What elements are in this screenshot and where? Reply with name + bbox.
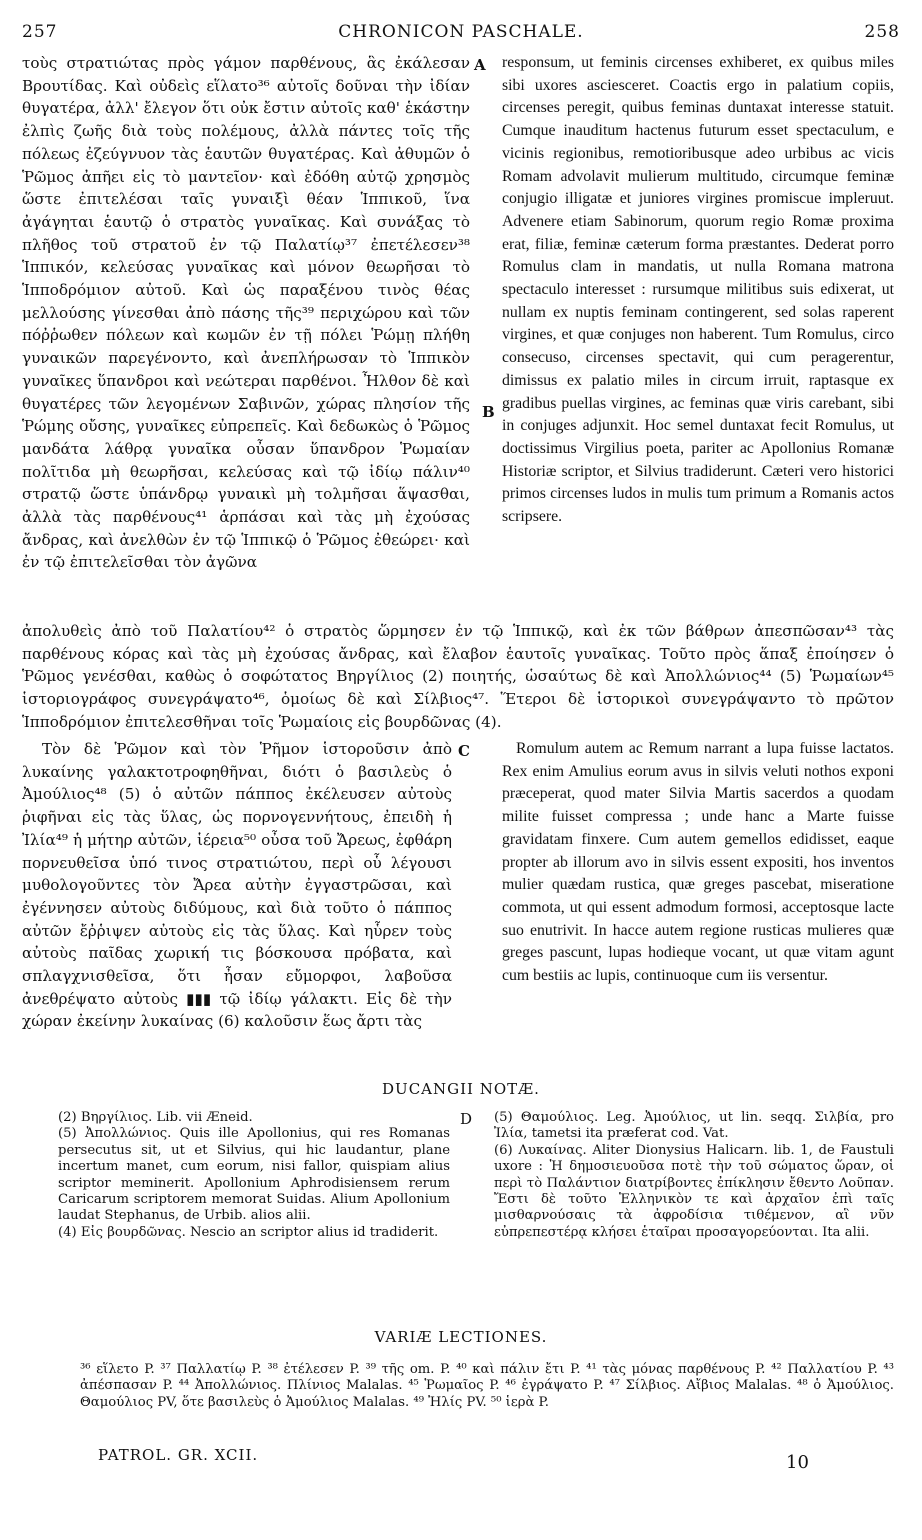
ducange-notes-right xyxy=(494,1110,894,1241)
page-number-left: 257 xyxy=(22,22,58,42)
running-title: CHRONICON PASCHALE. xyxy=(338,22,584,42)
latin-column-bottom xyxy=(502,738,894,988)
greek-full-width-text: ἀπολυθεὶς ἀπὸ τοῦ Παλατίου⁴² ὁ στρατὸς ὥρμησεν ἐν τῷ Ἱππικῷ, καὶ ἐκ τῶν βάθρων ἀπεσπῶσαν⁴³ τὰς παρθένους κόρας καὶ τὰς μὴ ἐχούσας ἄνδρας, καὶ ἔλαβον ἑαυτοῖς γυναῖκας. Τοῦτο πρὸς ἅπαξ ἐποίησεν ὁ Ῥῶμος γενέσθαι, καθὼς ὁ σοφώτατος Βηργίλιος (2) ποιητής, ὡσαύτως δὲ καὶ Ἀπολλώνιος⁴⁴ (5) Ῥωμαίων⁴⁵ ἱστοριογράφος συνεγράψατο⁴⁶, ὁμοίως δὲ καὶ Σίλβιος⁴⁷. Ἕτεροι δὲ ἱστορικοὶ συνεγράψαντο τὸ πρῶτον Ἱπποδρόμιον ἐπιτελεσθῆναι τοῖς Ῥωμαίοις εἰς βουρδῶνας (4). xyxy=(22,622,894,731)
variae-lectiones-text: ³⁶ εἵλετο P. ³⁷ Παλλατίῳ P. ³⁸ ἐτέλεσεν P. ³⁹ τῆς om. P. ⁴⁰ καὶ πάλιν ἔτι P. ⁴¹ τὰς μόνας παρθένους P. ⁴² Παλλατίου P. ⁴³ ἀπέσπασαν P. ⁴⁴ Ἀπολλώνιος. Πλίνιος Malalas. ⁴⁵ Ῥωμαῖος P. ⁴⁶ ἐγράψατο P. ⁴⁷ Σίλβιος. Αἴβιος Malalas. ⁴⁸ ὁ Ἀμούλιος. Θαμούλιος PV, ὅτε βασιλεὺς ὁ Ἀμούλιος Malalas. ⁴⁹ Ἠλίς PV. ⁵⁰ ἱερὰ P. xyxy=(80,1362,894,1410)
latin-paragraph: responsum, ut feminis circenses exhiberet, ex quibus miles sibi uxores asciesceret. Coactis ergo in palatium copiis, circenses peregit, quibus feminas duntaxat interesse statuit. Cumque inauditum hactenus futurum esset spectaculum, e vicinis regionibus, remotioribusque adeo urbibus ac vicis Romam advolavit mulierum multitudo, circumque feminæ conjugio illigatæ et juniores virgines promiscue impleruut. Advenere etiam Sabinorum, quorum regio Romæ proxima erat, filiæ, feminæ cæterum forma præstantes. Dederat porro Romulus clam in mandatis, ut nulla Romana matrona spectaculo interesset : rursumque militibus suis edixerat, ut nullam ex nuptis feminam contingerent, sed solas raperent virgines, et quæ conjuges non haberent. Tum Romulus, circo consecuso, circenses spectavit, qui cum peragerentur, dimissus ex palatio miles in circum irruit, raptasque ex gradibus puellas virgines, ac feminas quæ viris carebant, sibi in conjuges adjunxit. Hoc semel duntaxat fecit Romulus, ut doctissimus Virgilius poeta, pariter ac Apollonius Romanæ Historiæ scriptor, et Silvius tradiderunt. Cæteri vero historici primos circenses ludos in mulis tum primum a Romanis actos scripsere. xyxy=(502,54,894,526)
latin-paragraph: Romulum autem ac Remum narrant a lupa fuisse lactatos. Rex enim Amulius eorum avus in silvis veluti nothos exponi præceperat, quod mater Silvia Martis sacerdos a quodam milite fuisset compressa ; unde hanc a Marte fuisse gravidatam finxere. Cum autem gemellos edidisset, eaque propter ab illorum avo in silvis essent expositi, hos inventos mulier quædam rustica, quæ greges pascebat, miseratione commota, ut qui essent admodum formosi, acceptosque lacte suo enutrivit. In hacce autem regione rusticas mulieres quæ greges pascunt, lupas hodieque vocant, ut quæ vitam agunt cum bestiis ac lupis, continuoque cum iis versentur. xyxy=(502,740,894,985)
variae-lectiones-title: VARIÆ LECTIONES. xyxy=(374,1328,548,1346)
note-item: (2) Βηργίλιος. Lib. vii Æneid. xyxy=(58,1110,253,1125)
footer-sheet-number: 10 xyxy=(786,1452,809,1473)
greek-paragraph: τοὺς στρατιώτας πρὸς γάμον παρθένους, ἃς ἐκάλεσαν Βρουτίδας. Καὶ οὐδεὶς εἵλατο³⁶ αὐτοῖς δοῦναι τὴν ἰδίαν θυγατέρα, ἀλλ' ἔλεγον ὅτι οὐκ ἔστιν αὐτοῖς καθ' ἑκάστην ἐλπὶς ζωῆς διὰ τοὺς πολέμους, ἀλλὰ πάντες τοῖς τῆς πόλεως ἐζεύγνυον τὰς ἑαυτῶν θυγατέρας. Καὶ ἀθυμῶν ὁ Ῥῶμος ἀπῆει εἰς τὸ μαντεῖον· καὶ ἐδόθη αὐτῷ χρησμὸς ὥστε ἐπιτελέσαι ταῖς γυναιξὶ θέαν Ἱππικοῦ, ἵνα ἀγάγηται ἑαυτῷ ὁ στρατὸς γυναῖκας. Καὶ συνάξας τὸ πλῆθος τοῦ στρατοῦ ἐν τῷ Παλατίῳ³⁷ ἐπετέλεσεν³⁸ Ἱππικόν, κελεύσας γυναῖκας καὶ μόνον θεωρῆσαι τὸ Ἱπποδρόμιον αὐτοῦ. Καὶ ὡς παραξένου τινὸς θέας μελλούσης γίνεσθαι ἀπὸ πάσης τῆς³⁹ περιχώρου καὶ τῶν πόῤῥωθεν πόλεων καὶ κωμῶν ἐν τῇ πόλει Ῥώμῃ πλήθη γυναικῶν παρεγένοντο, καὶ ἀνεπλήρωσαν τὸ Ἱππικὸν γυναῖκες ὕπανδροι καὶ νεώτεραι παρθένοι. Ἦλθον δὲ καὶ θυγατέρες τῶν λεγομένων Σαβινῶν, χώρας πλησίον τῆς Ῥώμης οὔσης, γυναῖκες εὐπρεπεῖς. Καὶ δεδωκὼς ὁ Ῥῶμος μανδάτα λάθρᾳ γυναῖκα οὖσαν ὕπανδρον Ῥωμαίαν πολῖτιδα μὴ θεωρῆσαι, κελεύσας καὶ τῷ ἰδίῳ πάλιν⁴⁰ στρατῷ ὥστε ὑπάνδρῳ γυναικὶ μὴ τολμῆσαι ἅψασθαι, ἀλλὰ τὰς παρθένους⁴¹ ἁρπάσαι καὶ τὰς μὴ ἐχούσας ἄνδρας, καὶ ἀνελθὼν ἐν τῷ Ἱππικῷ ὁ Ῥῶμος ἐθεώρει· καὶ ἐν τῷ ἐπιτελεῖσθαι τὸν ἀγῶνα xyxy=(22,54,470,572)
margin-letter-d: D xyxy=(460,1110,473,1128)
latin-column-top xyxy=(502,52,894,529)
note-item: (5) Θαμούλιος. Leg. Ἀμούλιος, ut lin. seqq. Σιλβία, pro Ἰλία, tametsi ita præferat cod. Vat. xyxy=(494,1110,894,1142)
margin-letter-c: C xyxy=(458,742,470,760)
page-number-right: 258 xyxy=(864,22,900,42)
ducange-notes-title: DUCANGII NOTÆ. xyxy=(382,1080,540,1098)
margin-letter-b: B xyxy=(482,403,495,421)
footer-series: PATROL. GR. XCII. xyxy=(98,1446,259,1464)
note-item: (5) Ἀπολλώνιος. Quis ille Apollonius, qui res Romanas persecutus sit, ut et Silvius, qui hic laudantur, plane incertum manet, cum eorum, nisi fallor, quispiam alius scriptor meminerit. Apollonium Aphrodisiensem rerum Caricarum scriptorem memorat Suidas. Alium Apollonium laudat Stephanus, de Urbib. alios alii. xyxy=(58,1126,450,1224)
note-item: (4) Εἰς βουρδῶνας. Nescio an scriptor alius id tradiderit. xyxy=(58,1224,439,1240)
margin-letter-a: A xyxy=(474,56,486,74)
greek-column-bottom xyxy=(22,738,452,1033)
greek-column-top xyxy=(22,52,470,574)
running-header xyxy=(22,22,900,46)
note-item: (6) Λυκαίνας. Aliter Dionysius Halicarn. lib. 1, de Faustuli uxore : Ἡ δημοσιευοῦσα ποτὲ τὴν τοῦ σώματος ὥραν, οἱ περὶ τὸ Παλάντιον διατρίβοντες ἐπίκλησιν ἔθεντο Λοῦπαν. Ἔστι δὲ τοῦτο Ἑλληνικὸν τε καὶ ἀρχαῖον ἐπὶ ταῖς μισθαρνούσαις τὰ ἀφροδίσια τιθέμενον, αἳ νῦν εὐπρεπεστέρᾳ κλήσει ἑταῖραι προσαγορεύονται. Ita alii. xyxy=(494,1142,894,1240)
greek-paragraph: Τὸν δὲ Ῥῶμον καὶ τὸν Ῥῆμον ἱστοροῦσιν ἀπὸ λυκαίνης γαλακτοτροφηθῆναι, διότι ὁ βασιλεὺς ὁ Ἀμούλιος⁴⁸ (5) ὁ αὐτῶν πάππος ἐκέλευσεν αὐτοὺς ῥιφῆναι εἰς τὰς ὕλας, ὡς πορνογεννήτους, ἐπειδὴ ἡ Ἰλία⁴⁹ ἡ μήτηρ αὐτῶν, ἱέρεια⁵⁰ οὖσα τοῦ Ἄρεως, ἐφθάρη πορνευθεῖσα ὑπό τινος στρατιώτου, περὶ οὗ λέγουσι μυθολογοῦντες τὸν Ἄρεα αὐτὴν ἐγγαστρῶσαι, καὶ ἐγέννησεν αὐτοὺς διδύμους, καὶ διὰ τοῦτο ὁ πάππος αὐτῶν ἔῤῥιψεν αὐτοὺς εἰς τὰς ὕλας. Καὶ ηὗρεν τοὺς αὐτοὺς παῖδας χωρική τις βόσκουσα πρόβατα, καὶ σπλαγχνισθεῖσα, ὅτι ἦσαν εὔμορφοι, λαβοῦσα ἀνεθρέψατο αὐτοὺς ▮▮▮ τῷ ἰδίῳ γάλακτι. Εἰς δὲ τὴν χώραν ἐκείνην λυκαίνας (6) καλοῦσιν ἕως ἄρτι τὰς xyxy=(22,740,452,1031)
ducange-notes-left xyxy=(58,1110,450,1241)
